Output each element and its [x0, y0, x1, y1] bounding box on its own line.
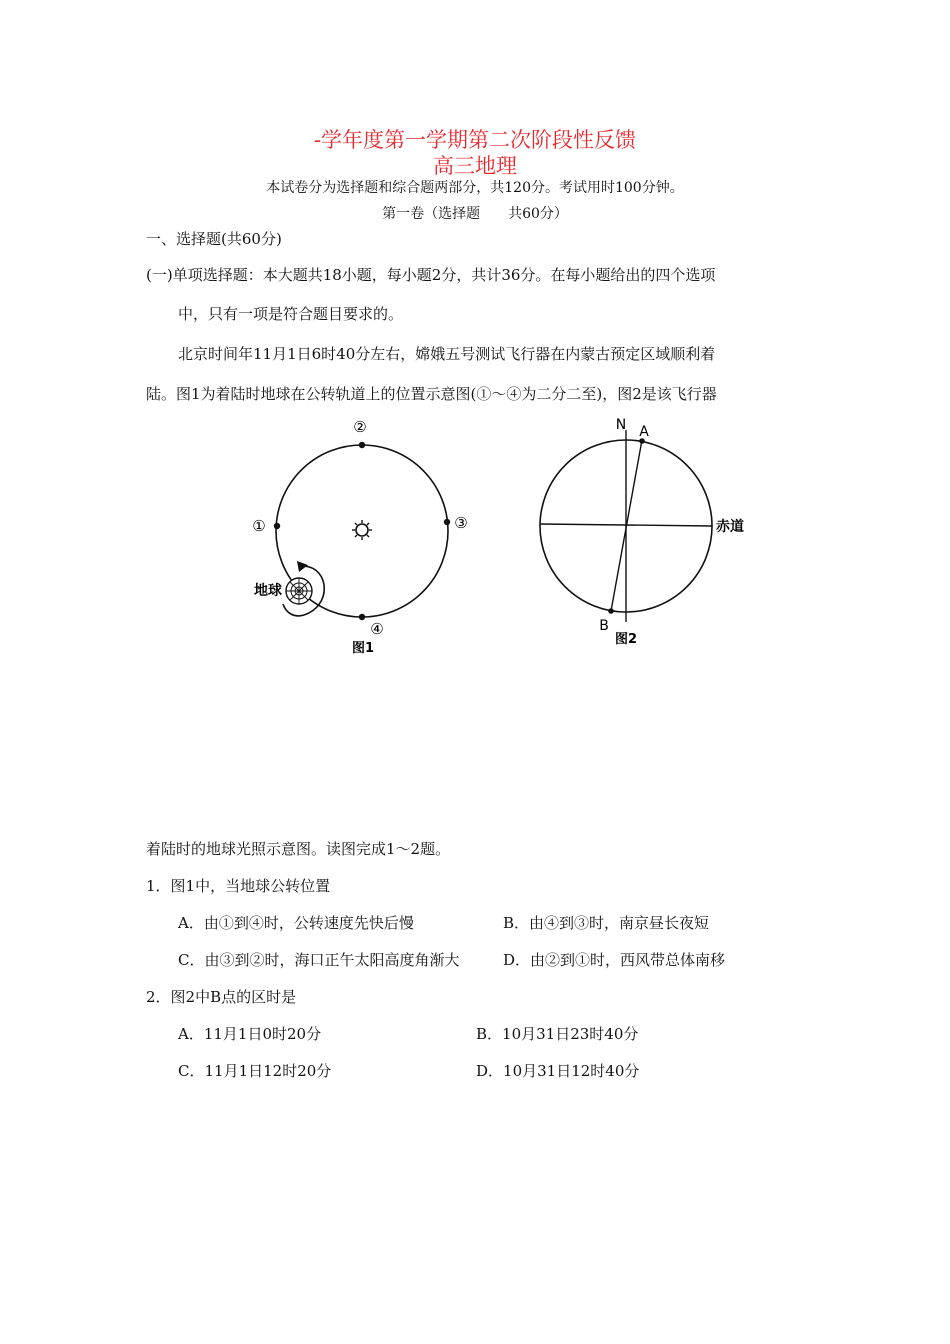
orbit-label-4: ④	[370, 620, 384, 638]
point-a-label: A	[639, 424, 649, 440]
page-title: -学年度第一学期第二次阶段性反馈	[313, 128, 637, 152]
figures	[240, 410, 760, 660]
volume-heading: 第一卷（选择题 共60分）	[382, 206, 568, 222]
question-2-stem: 2．图2中B点的区时是	[146, 988, 297, 1006]
section-heading: 一、选择题(共60分)	[146, 230, 282, 248]
earth-icon	[286, 578, 312, 604]
passage-line3: 着陆时的地球光照示意图。读图完成1～2题。	[146, 840, 451, 858]
point-b-dot	[608, 608, 614, 614]
question-2-option-a: A．11月1日0时20分	[178, 1025, 322, 1043]
orbit-position-3-dot	[444, 519, 450, 525]
passage-line1: 北京时间年11月1日6时40分左右，嫦娥五号测试飞行器在内蒙古预定区域顺利着	[178, 345, 716, 363]
question-1-stem: 1．图1中，当地球公转位置	[146, 877, 331, 895]
figure-1-caption: 图1	[351, 641, 375, 656]
question-2-option-c: C．11月1日12时20分	[178, 1062, 332, 1080]
question-1-option-c: C．由③到②时，海口正午太阳高度角渐大	[178, 951, 460, 969]
figure-2	[540, 417, 744, 647]
passage-line2: 陆。图1为着陆时地球在公转轨道上的位置示意图(①～④为二分二至)，图2是该飞行器	[146, 385, 717, 403]
exam-intro: 本试卷分为选择题和综合题两部分，共120分。考试用时100分钟。	[266, 180, 684, 196]
orbit-label-3: ③	[454, 514, 468, 532]
figure-2-caption: 图2	[614, 632, 638, 647]
part-instructions-line1: (一)单项选择题：本大题共18小题，每小题2分，共计36分。在每小题给出的四个选项	[146, 266, 716, 284]
orbit-position-1-dot	[274, 523, 280, 529]
question-2-option-b: B．10月31日23时40分	[476, 1025, 639, 1043]
question-2-option-d: D．10月31日12时40分	[476, 1062, 640, 1080]
question-1-option-d: D．由②到①时，西风带总体南移	[503, 951, 726, 969]
point-b-label: B	[599, 618, 609, 634]
figure-1	[252, 418, 467, 656]
earth-label: 地球	[254, 583, 282, 599]
equator-label: 赤道	[716, 519, 744, 535]
orbit-position-2-dot	[359, 442, 365, 448]
page-subtitle: 高三地理	[433, 154, 517, 178]
orbit-position-4-dot	[359, 614, 365, 620]
part-instructions-line2: 中，只有一项是符合题目要求的。	[178, 305, 404, 323]
orbit-label-2: ②	[353, 418, 367, 436]
north-label: N	[615, 417, 627, 433]
question-1-option-b: B．由④到③时，南京昼长夜短	[503, 914, 710, 932]
question-1-option-a: A．由①到④时，公转速度先快后慢	[178, 914, 414, 932]
orbit-label-1: ①	[252, 517, 266, 535]
sun-icon	[352, 520, 372, 540]
